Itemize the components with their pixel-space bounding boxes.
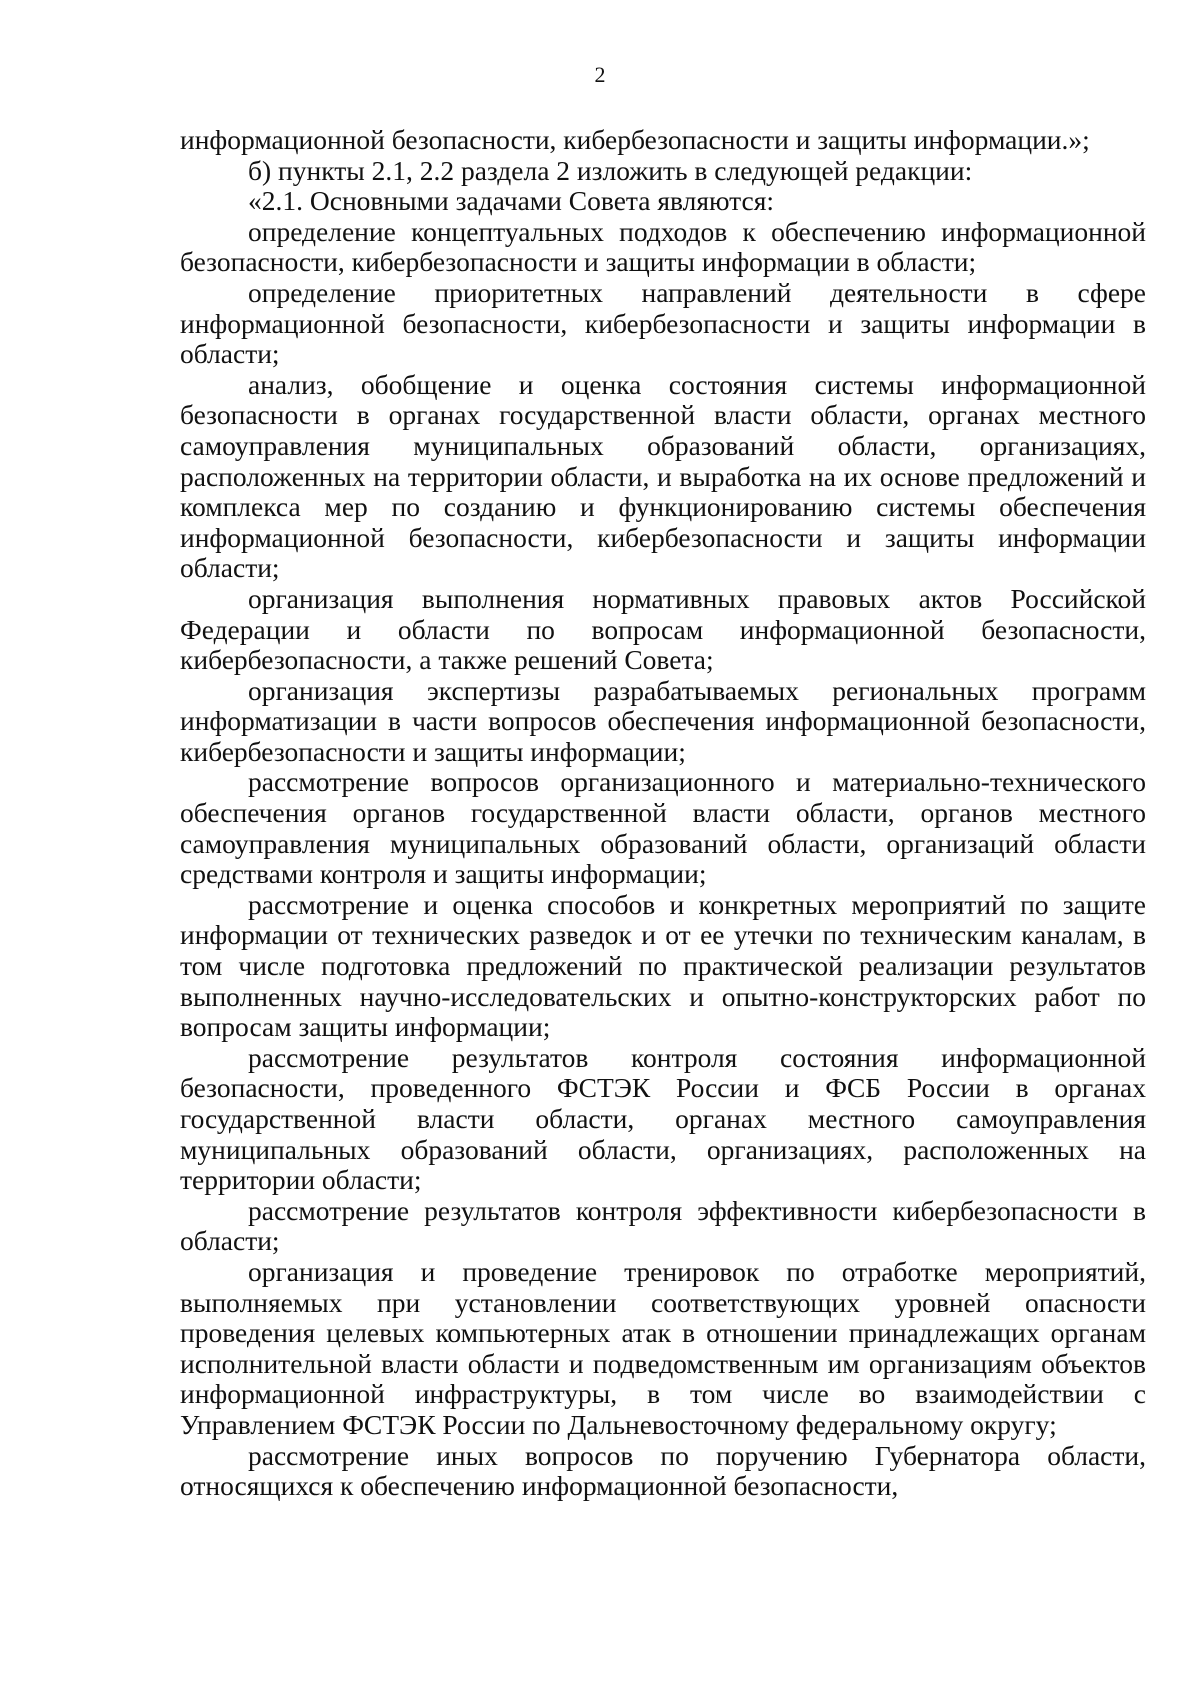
paragraph-task-other: рассмотрение иных вопросов по поручению Губернатора области, относящихся к обеспечению информационной безопасности, [180, 1439, 1146, 1502]
paragraph-section-2-1: «2.1. Основными задачами Совета являются: [248, 185, 775, 217]
paragraph-task-expertise: организация экспертизы разрабатываемых региональных программ информатизации в части вопросов обеспечения информационной безопасности, кибербезопасности и защиты информации; [180, 674, 1146, 767]
page-number: 2 [594, 62, 606, 87]
paragraph-task-support: рассмотрение вопросов организационного и материально-технического обеспечения органов государственной власти области, органов местного самоуправления муниципальных образований области, организаций области средствами контроля и защиты информации; [180, 766, 1146, 890]
paragraph-task-priorities: определение приоритетных направлений деятельности в сфере информационной безопасности, кибербезопасности и защиты информации в области; [180, 276, 1146, 370]
document-body [180, 125, 1146, 1502]
paragraph-continuation: информационной безопасности, кибербезопасности и защиты информации.»; [180, 124, 1090, 155]
paragraph-task-acts: организация выполнения нормативных правовых актов Российской Федерации и области по вопросам информационной безопасности, кибербезопасности, а также решений Совета; [180, 582, 1146, 676]
paragraph-task-methods: рассмотрение и оценка способов и конкретных мероприятий по защите информации от технических разведок и от ее утечки по техническим каналам, в том числе подготовка предложений по практической реализации результатов выполненных научно-исследовательских и опытно-конструкторских работ по вопросам защиты информации; [180, 888, 1146, 1043]
paragraph-task-concepts: определение концептуальных подходов к обеспечению информационной безопасности, кибербезопасности и защиты информации в области; [180, 215, 1146, 278]
paragraph-amendment-b: б) пункты 2.1, 2.2 раздела 2 изложить в следующей редакции: [248, 154, 973, 186]
paragraph-task-analysis: анализ, обобщение и оценка состояния системы информационной безопасности в органах государственной власти области, органах местного самоуправления муниципальных образований области, организациях, расположенных на территории области, и выработка на их основе предложений и комплекса мер по созданию и функционированию системы обеспечения информационной безопасности, кибербезопасности и защиты информации области; [180, 368, 1146, 584]
paragraph-task-cyber-control: рассмотрение результатов контроля эффективности кибербезопасности в области; [180, 1194, 1146, 1257]
paragraph-task-control-results: рассмотрение результатов контроля состояния информационной безопасности, проведенного ФСТЭК России и ФСБ России в органах государственной власти области, органах местного самоуправления муниципальных образований области, организациях, расположенных на территории области; [180, 1041, 1146, 1196]
paragraph-task-trainings: организация и проведение тренировок по отработке мероприятий, выполняемых при установлении соответствующих уровней опасности проведения целевых компьютерных атак в отношении принадлежащих органам исполнительной власти области и подведомственным им организациям объектов информационной инфраструктуры, в том числе во взаимодействии с Управлением ФСТЭК России по Дальневосточному федеральному округу; [180, 1255, 1146, 1440]
